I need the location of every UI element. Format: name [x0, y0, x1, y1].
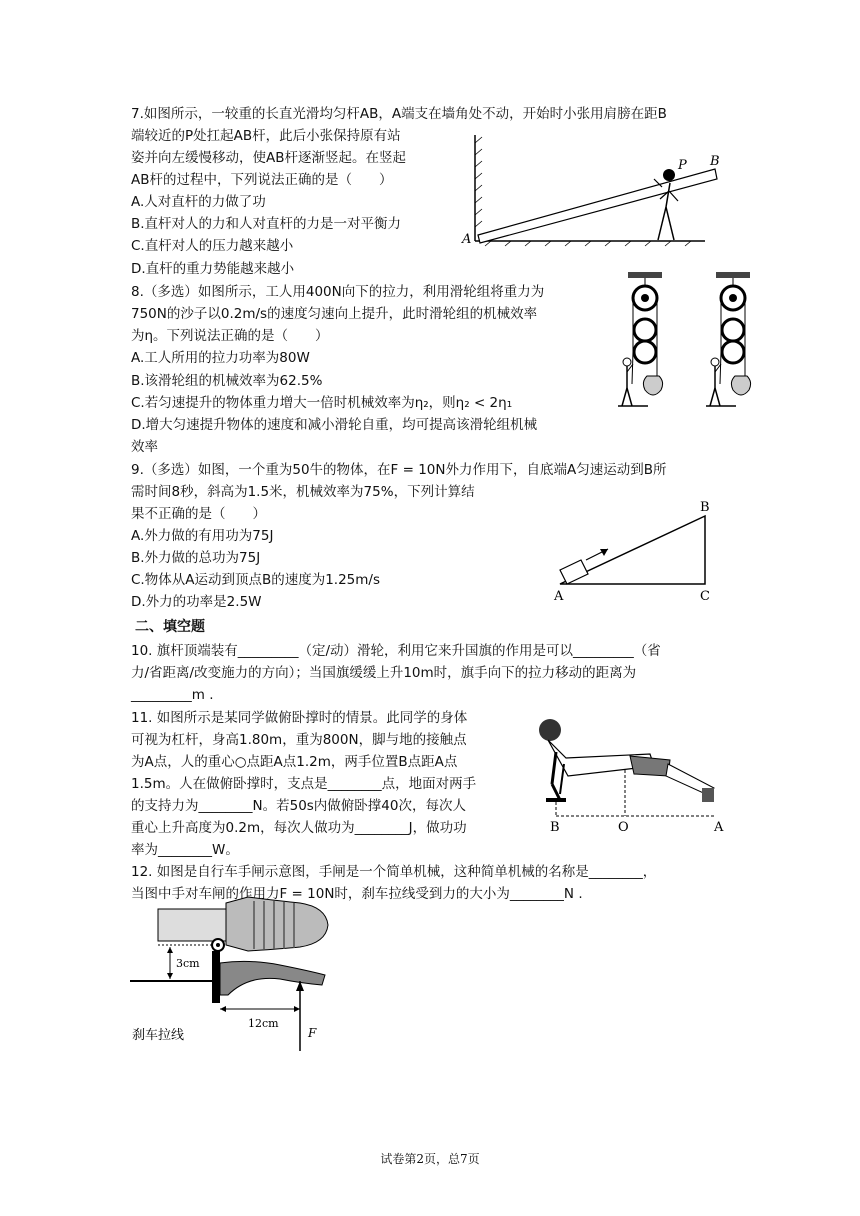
q8-option-a: A.工人所用的拉力功率为80W: [131, 350, 310, 366]
q9-label-a: A: [554, 589, 564, 604]
q12-line-1: 12. 如图是自行车手闸示意图，手闸是一个简单机械，这种简单机械的名称是________，: [131, 864, 657, 880]
section-heading: 二、填空题: [135, 619, 205, 635]
q9-option-d: D.外力的功率是2.5W: [131, 594, 262, 610]
q9-option-b: B.外力做的总功为75J: [131, 550, 261, 566]
q12-force-label: F: [308, 1026, 317, 1040]
q10-line-2: 力/省距离/改变施力的方向）；当国旗缓缓上升10m时，旗手向下的拉力移动的距离为: [131, 665, 637, 681]
q7-option-b: B.直杆对人的力和人对直杆的力是一对平衡力: [131, 216, 402, 232]
q8-figure-pulleys: [618, 272, 778, 412]
q7-line-3: 姿并向左缓慢移动，使AB杆逐渐竖起。在竖起: [131, 150, 406, 166]
q11-label-a: A: [714, 820, 724, 835]
q10-line-3: _________m .: [131, 687, 214, 703]
q8-option-d-cont: 效率: [131, 439, 158, 455]
q9-label-c: C: [700, 589, 710, 604]
q11-label-b: B: [550, 820, 560, 835]
q8-option-c: C.若匀速提升的物体重力增大一倍时机械效率为η₂，则η₂ < 2η₁: [131, 395, 513, 411]
q7-figure-rod: [460, 135, 730, 247]
q9-line-3: 果不正确的是（ ）: [131, 506, 266, 522]
q10-line-1: 10. 旗杆顶端装有_________（定/动）滑轮，利用它来升国旗的作用是可以_________（省: [131, 643, 661, 659]
q9-option-a: A.外力做的有用功为75J: [131, 528, 274, 544]
q9-figure-incline: [550, 500, 720, 604]
q8-line-3: 为η。下列说法正确的是（ ）: [131, 328, 329, 344]
q12-figure-brake-lever: [130, 895, 340, 1055]
q7-line-4: AB杆的过程中，下列说法正确的是（ ）: [131, 172, 393, 188]
q11-line-3: 为A点，人的重心○点距A点1.2m，两手位置B点距A点: [131, 754, 458, 770]
q7-option-a: A.人对直杆的力做了功: [131, 194, 266, 210]
q11-label-o: O: [618, 820, 629, 835]
q9-label-b: B: [700, 500, 710, 515]
q7-label-p: P: [678, 158, 687, 173]
q11-line-2: 可视为杠杆，身高1.80m，重为800N，脚与地的接触点: [131, 732, 467, 748]
q7-option-d: D.直杆的重力势能越来越小: [131, 261, 295, 277]
q8-line-1: 8.（多选）如图所示，工人用400N向下的拉力，利用滑轮组将重力为: [131, 284, 545, 300]
q8-option-b: B.该滑轮组的机械效率为62.5%: [131, 373, 323, 389]
q12-dim-3cm: 3cm: [176, 957, 200, 970]
page-footer: 试卷第2页，总7页: [380, 1152, 480, 1166]
q7-option-c: C.直杆对人的压力越来越小: [131, 238, 294, 254]
q12-dim-12cm: 12cm: [248, 1017, 279, 1030]
q12-line-2: 当图中手对车闸的作用力F = 10N时，刹车拉线受到力的大小为________N .: [131, 886, 583, 902]
q7-label-b: B: [710, 154, 720, 169]
q11-line-7: 率为________W。: [131, 842, 239, 858]
q11-line-1: 11. 如图所示是某同学做俯卧撑时的情景。此同学的身体: [131, 710, 468, 726]
q11-line-4: 1.5m。人在做俯卧撑时，支点是________点，地面对两手: [131, 776, 477, 792]
q9-option-c: C.物体从A运动到顶点B的速度为1.25m/s: [131, 572, 381, 588]
q7-line-2: 端较近的P处扛起AB杆，此后小张保持原有站: [131, 128, 401, 144]
q8-option-d: D.增大匀速提升物体的速度和减小滑轮自重，均可提高该滑轮组机械: [131, 417, 538, 433]
q9-line-2: 需时间8秒，斜高为1.5米，机械效率为75%，下列计算结: [131, 484, 475, 500]
q11-line-5: 的支持力为________N。若50s内做俯卧撑40次，每次人: [131, 798, 466, 814]
q11-figure-pushup: [530, 712, 722, 834]
q12-cable-label: 刹车拉线: [132, 1028, 185, 1043]
q7-line-1: 7.如图所示，一较重的长直光滑均匀杆AB，A端支在墙角处不动，开始时小张用肩膀在距B: [131, 106, 667, 122]
q7-label-a: A: [462, 232, 472, 247]
q8-line-2: 750N的沙子以0.2m/s的速度匀速向上提升，此时滑轮组的机械效率: [131, 306, 538, 322]
q9-line-1: 9.（多选）如图，一个重为50牛的物体，在F = 10N外力作用下，自底端A匀速运动到B所: [131, 462, 667, 478]
q11-line-6: 重心上升高度为0.2m，每次人做功为________J，做功功: [131, 820, 467, 836]
